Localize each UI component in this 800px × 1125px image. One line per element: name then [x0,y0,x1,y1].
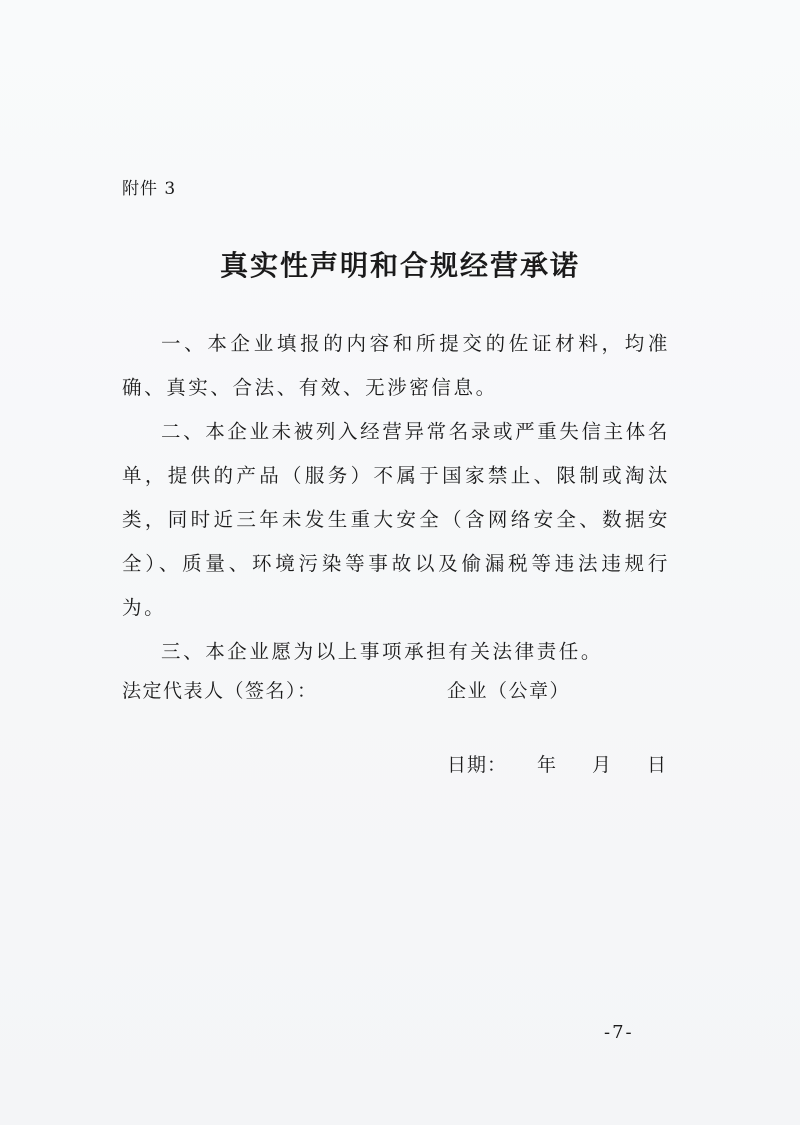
date-row [447,750,667,777]
month-label: 月 [592,754,613,776]
attachment-label: 附件 3 [122,179,177,199]
year-label: 年 [537,754,558,776]
day-label: 日 [647,754,668,776]
paragraph-2: 二、本企业未被列入经营异常名录或严重失信主体名单，提供的产品（服务）不属于国家禁止、限制或淘汰类，同时近三年未发生重大安全（含网络安全、数据安全）、质量、环境污染等事故以及偷漏税等违法违规行为。 [122,420,670,619]
company-seal-label: 企业（公章） [447,680,571,702]
date-label: 日期： [447,754,508,776]
document-title: 真实性声明和合规经营承诺 [219,249,580,282]
document-body [122,322,670,674]
paragraph-1: 一、本企业填报的内容和所提交的佐证材料，均准确、真实、合法、有效、无涉密信息。 [122,332,670,399]
page-number: -7- [604,1022,634,1043]
paragraph-3: 三、本企业愿为以上事项承担有关法律责任。 [161,640,604,663]
legal-representative-signature-label: 法定代表人（签名）： [122,680,318,702]
